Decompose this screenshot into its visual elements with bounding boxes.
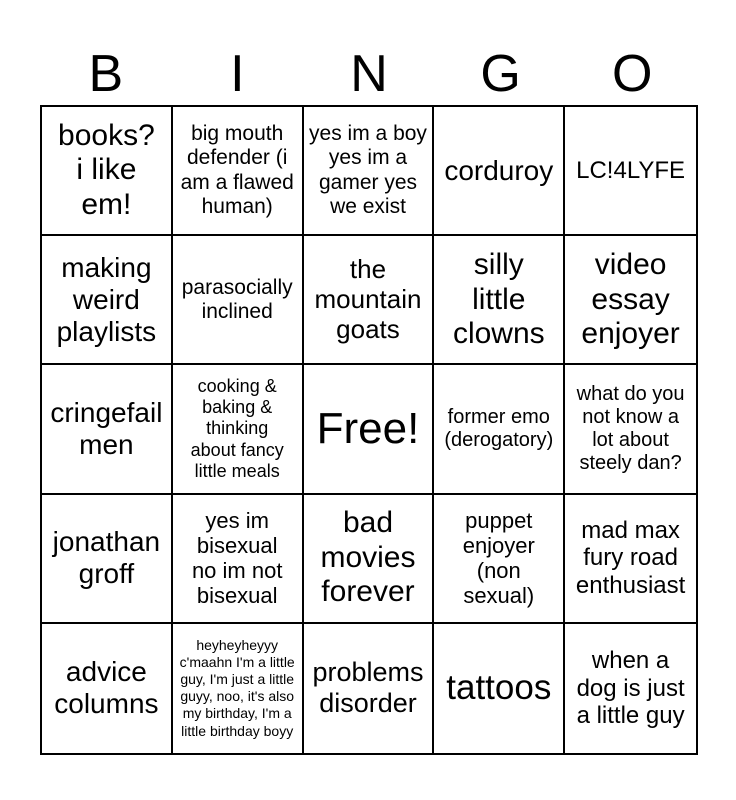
cell-text: video essay enjoyer	[581, 248, 680, 351]
bingo-cell-r2c1[interactable]	[42, 236, 173, 365]
cell-text: the mountain goats	[314, 253, 422, 344]
cell-text: yes im bisexual no im not bisexual	[191, 507, 283, 609]
cell-text: puppet enjoyer (non sexual)	[462, 507, 535, 609]
cell-text: cooking & baking & thinking about fancy little meals	[190, 375, 284, 481]
bingo-letter-i: I	[230, 45, 245, 103]
cell-text: tattoos	[446, 668, 552, 708]
bingo-grid	[40, 105, 698, 755]
bingo-cell-r1c2[interactable]	[173, 107, 304, 236]
cell-text: when a dog is just a little guy	[576, 647, 685, 730]
cell-text: cringefail men	[50, 396, 163, 460]
cell-text: books? i like em!	[58, 118, 155, 221]
bingo-cell-r3c4[interactable]	[434, 365, 565, 494]
bingo-cell-r2c2[interactable]	[173, 236, 304, 365]
cell-text: yes im a boy yes im a gamer yes we exist	[309, 122, 427, 218]
bingo-cell-r4c1[interactable]	[42, 495, 173, 624]
bingo-cell-r3c2[interactable]	[173, 365, 304, 494]
bingo-cell-r4c2[interactable]	[173, 495, 304, 624]
cell-text: big mouth defender (i am a flawed human)	[180, 122, 294, 218]
bingo-cell-r5c5[interactable]	[565, 624, 696, 753]
cell-text: LC!4LYFE	[576, 156, 686, 184]
bingo-letter-b: B	[88, 45, 124, 103]
cell-text: mad max fury road enthusiast	[575, 516, 686, 599]
bingo-cell-free[interactable]	[304, 365, 435, 494]
bingo-cell-r4c3[interactable]	[304, 495, 435, 624]
bingo-cell-r4c4[interactable]	[434, 495, 565, 624]
cell-text: what do you not know a lot about steely dan?	[576, 382, 685, 474]
bingo-letter-n: N	[350, 45, 388, 103]
cell-text: problems disorder	[312, 657, 424, 719]
bingo-cell-r2c5[interactable]	[565, 236, 696, 365]
bingo-cell-r3c1[interactable]	[42, 365, 173, 494]
bingo-cell-r3c5[interactable]	[565, 365, 696, 494]
cell-text: silly little clowns	[452, 248, 545, 351]
cell-text: advice columns	[54, 656, 159, 720]
cell-text: bad movies forever	[320, 506, 416, 609]
bingo-cell-r5c1[interactable]	[42, 624, 173, 753]
bingo-cell-r2c3[interactable]	[304, 236, 435, 365]
bingo-letter-g: G	[480, 45, 521, 103]
bingo-cell-r1c4[interactable]	[434, 107, 565, 236]
cell-text: Free!	[316, 403, 420, 453]
bingo-cell-r5c4[interactable]	[434, 624, 565, 753]
bingo-letter-o: O	[611, 45, 653, 103]
bingo-cell-r1c5[interactable]	[565, 107, 696, 236]
bingo-cell-r5c2[interactable]	[173, 624, 304, 753]
cell-text: former emo (derogatory)	[444, 405, 554, 451]
bingo-title	[40, 45, 698, 103]
bingo-cell-r4c5[interactable]	[565, 495, 696, 624]
cell-text: corduroy	[444, 154, 554, 186]
bingo-cell-r1c1[interactable]	[42, 107, 173, 236]
bingo-cell-r2c4[interactable]	[434, 236, 565, 365]
cell-text: heyheyheyyy c'maahn I'm a little guy, I'm just a little guyy, noo, it's also my birthday, I'm a little birthday boyy	[179, 637, 295, 739]
bingo-cell-r5c3[interactable]	[304, 624, 435, 753]
bingo-cell-r1c3[interactable]	[304, 107, 435, 236]
cell-text: jonathan groff	[52, 526, 161, 590]
cell-text: making weird playlists	[56, 251, 157, 347]
cell-text: parasocially inclined	[181, 275, 293, 323]
